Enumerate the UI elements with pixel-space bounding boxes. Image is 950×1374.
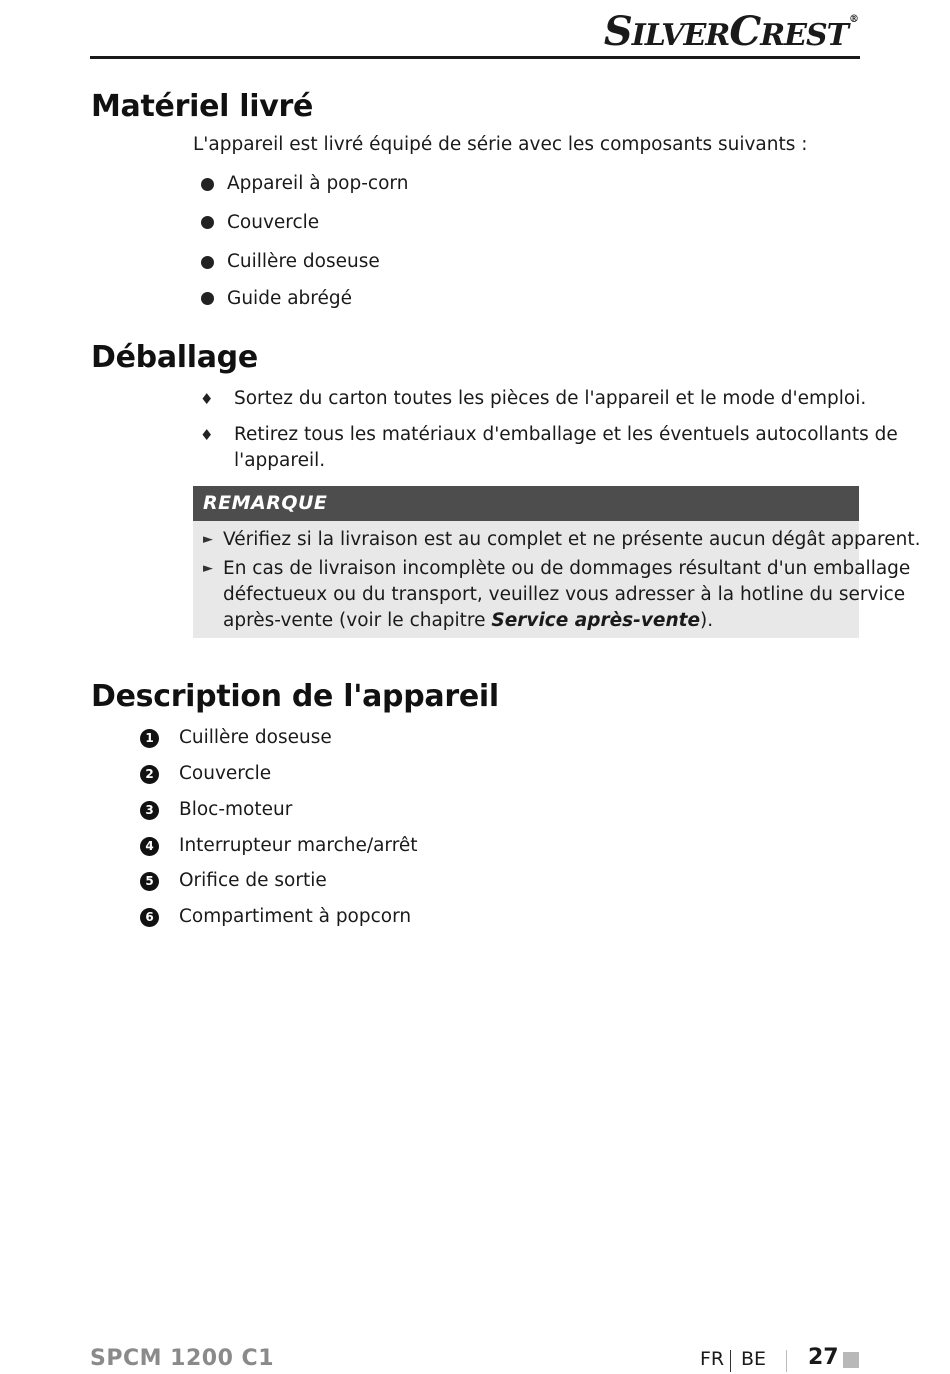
list-item: Appareil à pop-corn [227,173,409,194]
unpacking-step: Sortez du carton toutes les pièces de l'appareil et le mode d'emploi. [234,388,867,409]
note-item: Vérifiez si la livraison est au complet et ne présente aucun dégât apparent. [223,529,921,550]
footer-separator [786,1350,787,1372]
part-label: Cuillère doseuse [179,727,332,748]
part-number-badge: 5 [140,872,159,891]
page-number: 27 [808,1345,839,1370]
unpacking-step-continued: l'appareil. [234,450,326,471]
part-label: Orifice de sortie [179,870,327,891]
footer-separator [730,1350,731,1372]
part-number-badge: 2 [140,765,159,784]
footer-language-be: BE [741,1348,767,1370]
bullet-dot-icon [201,216,214,229]
part-number-badge: 1 [140,729,159,748]
diamond-bullet-icon: ♦ [200,390,214,408]
part-label: Bloc-moteur [179,799,293,820]
bullet-dot-icon [201,178,214,191]
list-item: Cuillère doseuse [227,251,380,272]
note-item-continued: défectueux ou du transport, veuillez vous adresser à la hotline du service [223,584,906,605]
bullet-dot-icon [201,292,214,305]
note-item: En cas de livraison incomplète ou de dommages résultant d'un emballage [223,558,911,579]
delivered-intro: L'appareil est livré équipé de série avec les composants suivants : [193,134,808,155]
header-rule [90,56,860,59]
part-number-badge: 3 [140,801,159,820]
section-title-unpacking: Déballage [91,340,258,375]
unpacking-step: Retirez tous les matériaux d'emballage et les éventuels autocollants de [234,424,898,445]
footer-model: SPCM 1200 C1 [90,1346,275,1371]
part-label: Couvercle [179,763,272,784]
part-number-badge: 6 [140,908,159,927]
diamond-bullet-icon: ♦ [200,426,214,444]
chapter-reference: Service après-vente [491,610,701,631]
bullet-dot-icon [201,256,214,269]
part-label: Interrupteur marche/arrêt [179,835,418,856]
note-header [193,486,859,521]
section-title-delivered: Matériel livré [91,89,314,124]
note-item-continued: après-vente (voir le chapitre Service après-vente). [223,610,714,631]
list-item: Couvercle [227,212,320,233]
arrow-right-icon: ► [203,532,213,547]
footer-language-fr: FR [700,1348,725,1370]
page-marker-square [843,1352,859,1368]
note-label: REMARQUE [203,492,328,514]
section-title-description: Description de l'appareil [91,679,499,714]
brand-logo: SILVERCREST® [603,8,858,55]
arrow-right-icon: ► [203,561,213,576]
list-item: Guide abrégé [227,288,352,309]
part-number-badge: 4 [140,837,159,856]
part-label: Compartiment à popcorn [179,906,412,927]
